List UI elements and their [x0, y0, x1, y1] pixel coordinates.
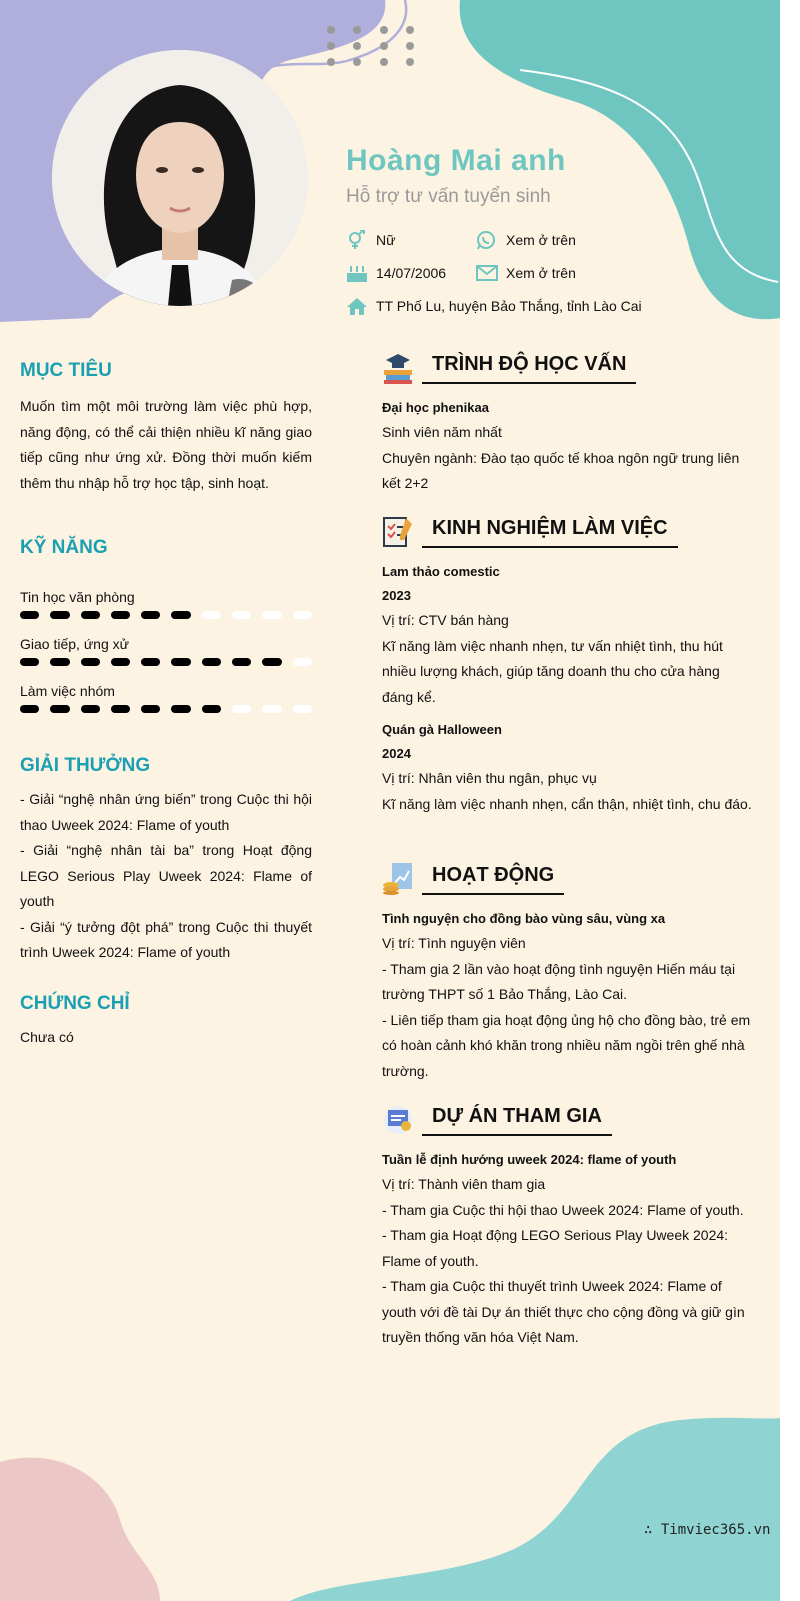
- skill-label: Giao tiếp, ứng xử: [20, 636, 130, 652]
- skill-dot-empty: [293, 658, 312, 666]
- phone-row: [476, 230, 576, 250]
- skills-heading: KỸ NĂNG: [20, 537, 108, 558]
- skill-dot-filled: [81, 705, 100, 713]
- activities-section: [382, 855, 754, 1084]
- award-item: - Giải “nghệ nhân tài ba” trong Hoạt động LEGO Serious Play Uweek 2024: Flame of youth: [20, 842, 312, 909]
- objective-heading: MỤC TIÊU: [20, 360, 112, 381]
- skill-dot-filled: [111, 705, 130, 713]
- activity-item: - Liên tiếp tham gia hoạt động ủng hộ cho đồng bào, trẻ em có hoàn cảnh khó khăn trong nhiều năm ngồi trên ghế nhà trường.: [382, 1011, 751, 1079]
- skill-dot-filled: [232, 658, 251, 666]
- skill-item: [20, 636, 312, 668]
- skill-dot-filled: [50, 658, 69, 666]
- experience-section: [382, 508, 754, 817]
- skill-dot-filled: [20, 705, 39, 713]
- skill-level-bar: [20, 703, 312, 715]
- activity-name: Tình nguyện cho đồng bào vùng sâu, vùng xa: [382, 911, 666, 926]
- company-name: Lam thảo comestic: [382, 564, 500, 579]
- skill-dot-filled: [141, 611, 160, 619]
- job-year: 2024: [382, 746, 411, 761]
- projects-section: [382, 1096, 754, 1351]
- skill-dot-filled: [111, 658, 130, 666]
- candidate-name: Hoàng Mai anh: [346, 144, 566, 177]
- activity-item: - Tham gia 2 lần vào hoạt động tình nguyện Hiến máu tại trường THPT số 1 Bảo Thắng, Lào Cai.: [382, 960, 736, 1002]
- skill-item: [20, 589, 312, 621]
- activities-heading: HOẠT ĐỘNG: [422, 864, 564, 895]
- skill-dot-filled: [50, 705, 69, 713]
- skill-dot-empty: [202, 611, 221, 619]
- certificates-heading: CHỨNG CHỈ: [20, 993, 130, 1014]
- skill-dot-empty: [232, 611, 251, 619]
- awards-heading: GIẢI THƯỞNG: [20, 755, 151, 776]
- gender-value: Nữ: [376, 232, 396, 248]
- email-icon: [476, 263, 498, 283]
- objective-section: [20, 360, 312, 496]
- job-position: Vị trí: CTV bán hàng: [382, 612, 509, 628]
- skill-dot-filled: [202, 658, 221, 666]
- education-section: [382, 344, 754, 497]
- brand-watermark[interactable]: ∴ Timviec365.vn: [644, 1522, 771, 1538]
- email-value: Xem ở trên: [506, 265, 576, 281]
- activities-chart-icon: [382, 861, 414, 895]
- phone-value: Xem ở trên: [506, 232, 576, 248]
- certificates-section: [20, 993, 312, 1051]
- projects-icon: [382, 1102, 414, 1136]
- activity-position: Vị trí: Tình nguyện viên: [382, 935, 526, 951]
- project-item: - Tham gia Cuộc thi hội thao Uweek 2024: Flame of youth.: [382, 1201, 744, 1218]
- skill-dot-filled: [202, 705, 221, 713]
- job-year: 2023: [382, 588, 411, 603]
- projects-heading: DỰ ÁN THAM GIA: [422, 1105, 612, 1136]
- certificates-text: Chưa có: [20, 1029, 74, 1045]
- skill-dot-filled: [141, 658, 160, 666]
- skill-dot-filled: [171, 611, 190, 619]
- company-name: Quán gà Halloween: [382, 722, 502, 737]
- gender-icon: [346, 230, 368, 250]
- phone-icon: [476, 230, 498, 250]
- skill-dot-empty: [293, 705, 312, 713]
- skill-item: [20, 683, 312, 715]
- skill-level-bar: [20, 609, 312, 621]
- birthday-row: [346, 263, 446, 283]
- experience-heading: KINH NGHIỆM LÀM VIỆC: [422, 517, 678, 548]
- skill-label: Tin học văn phòng: [20, 589, 135, 605]
- skill-label: Làm việc nhóm: [20, 683, 115, 699]
- job-entry: [382, 718, 754, 817]
- major: Chuyên ngành: Đào tạo quốc tế khoa ngôn ngữ trung liên kết 2+2: [382, 449, 740, 491]
- award-item: - Giải “ý tưởng đột phá” trong Cuộc thi thuyết trình Uweek 2024: Flame of youth: [20, 918, 312, 960]
- skill-dot-filled: [171, 658, 190, 666]
- job-entry: [382, 560, 754, 710]
- skill-dot-filled: [20, 658, 39, 666]
- skill-dot-empty: [293, 611, 312, 619]
- skill-dot-filled: [50, 611, 69, 619]
- gender-row: [346, 230, 395, 250]
- job-description: Kĩ năng làm việc nhanh nhẹn, tư vấn nhiệt tình, thu hút nhiều lượng khách, giúp tăng doanh thu cho cửa hàng đáng kể.: [382, 637, 723, 705]
- education-books-icon: [382, 350, 414, 384]
- project-item: - Tham gia Hoạt động LEGO Serious Play Uweek 2024: Flame of youth.: [382, 1227, 729, 1269]
- school-name: Đại học phenikaa: [382, 400, 489, 415]
- portrait-image: [52, 50, 308, 306]
- project-position: Vị trí: Thành viên tham gia: [382, 1176, 546, 1192]
- award-item: - Giải “nghệ nhân ứng biến” trong Cuộc thi hội thao Uweek 2024: Flame of youth: [20, 791, 312, 833]
- skill-dot-empty: [262, 705, 281, 713]
- job-description: Kĩ năng làm việc nhanh nhẹn, cẩn thận, nhiệt tình, chu đáo.: [382, 795, 752, 812]
- skill-dot-filled: [81, 658, 100, 666]
- profile-photo: [52, 50, 308, 306]
- awards-section: [20, 755, 312, 966]
- home-icon: [346, 296, 368, 316]
- skill-dot-filled: [20, 611, 39, 619]
- birthday-cake-icon: [346, 263, 368, 283]
- skill-dot-filled: [81, 611, 100, 619]
- skill-dot-empty: [232, 705, 251, 713]
- skill-dot-filled: [111, 611, 130, 619]
- desired-position: Hỗ trợ tư vấn tuyển sinh: [346, 186, 551, 207]
- study-year: Sinh viên năm nhất: [382, 424, 502, 440]
- address-row: [346, 296, 642, 316]
- skill-level-bar: [20, 656, 312, 668]
- skill-dot-empty: [262, 611, 281, 619]
- skill-dot-filled: [171, 705, 190, 713]
- job-position: Vị trí: Nhân viên thu ngân, phục vụ: [382, 770, 597, 786]
- address-value: TT Phố Lu, huyện Bảo Thắng, tỉnh Lào Cai: [376, 298, 642, 314]
- skills-section: [20, 537, 312, 715]
- email-row: [476, 263, 576, 283]
- skill-dot-filled: [141, 705, 160, 713]
- experience-checklist-icon: [382, 514, 414, 548]
- project-name: Tuần lễ định hướng uweek 2024: flame of youth: [382, 1152, 677, 1167]
- skill-dot-filled: [262, 658, 281, 666]
- project-item: - Tham gia Cuộc thi thuyết trình Uweek 2024: Flame of youth với đề tài Dự án thiết thực cho cộng đồng và giữ gìn truyền thống văn hóa Việt Nam.: [382, 1278, 745, 1345]
- objective-text: Muốn tìm một môi trường làm việc phù hợp, năng động, có thể cải thiện nhiều kĩ năng giao tiếp cũng như ứng xử. Đồng thời muốn kiếm thêm thu nhập hỗ trợ học tập, sinh hoạt.: [20, 398, 312, 491]
- birthday-value: 14/07/2006: [376, 265, 447, 281]
- education-heading: TRÌNH ĐỘ HỌC VẤN: [422, 353, 636, 384]
